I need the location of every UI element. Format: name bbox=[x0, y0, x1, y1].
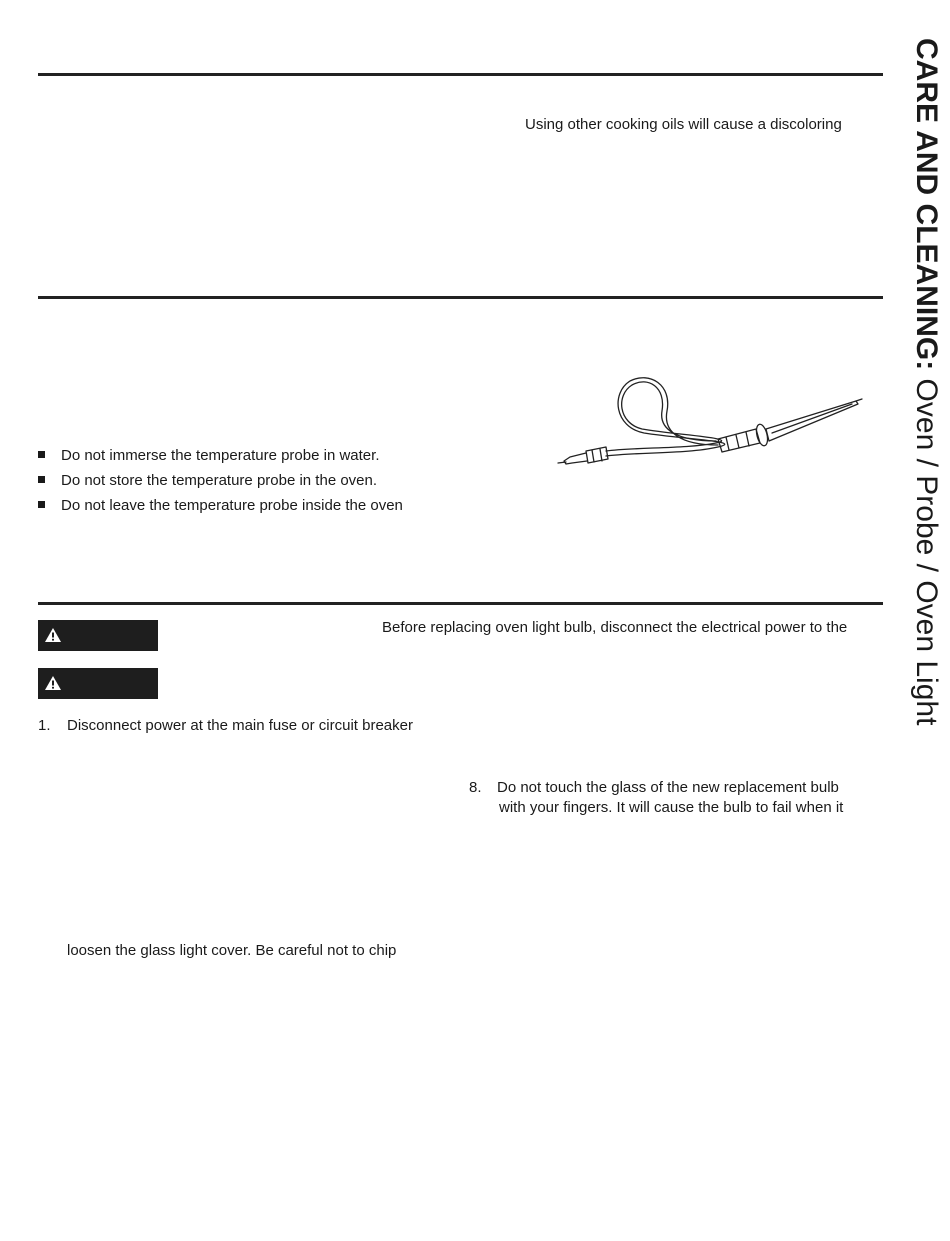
section-divider-oven bbox=[38, 73, 883, 76]
warning-icon bbox=[45, 628, 61, 642]
section-divider-probe bbox=[38, 296, 883, 299]
step-1-number: 1. bbox=[38, 717, 51, 734]
warning-badge bbox=[38, 620, 158, 651]
step-1-text: Disconnect power at the main fuse or circuit breaker bbox=[67, 717, 413, 734]
side-title-bold: CARE AND CLEANING: bbox=[910, 38, 943, 371]
side-section-title bbox=[906, 38, 950, 788]
step-8-line-2: with your fingers. It will cause the bulb to fail when it bbox=[499, 799, 844, 816]
bullet-square-icon bbox=[38, 451, 45, 458]
side-title-light: Oven / Probe / Oven Light bbox=[910, 370, 943, 726]
bullet-square-icon bbox=[38, 501, 45, 508]
step-8-number: 8. bbox=[469, 779, 482, 796]
step-8-line-1: Do not touch the glass of the new replacement bulb bbox=[497, 779, 839, 796]
probe-bullet-item: Do not immerse the temperature probe in water. bbox=[38, 446, 380, 465]
oil-note-text: Using other cooking oils will cause a discoloring bbox=[525, 116, 842, 133]
probe-bullet-item: Do not leave the temperature probe inside the oven bbox=[38, 496, 403, 515]
loosen-cover-text: loosen the glass light cover. Be careful not to chip bbox=[67, 942, 397, 959]
temperature-probe-illustration bbox=[556, 377, 866, 469]
section-divider-light bbox=[38, 602, 883, 605]
probe-bullet-item: Do not store the temperature probe in the oven. bbox=[38, 471, 377, 490]
caution-badge bbox=[38, 668, 158, 699]
bullet-square-icon bbox=[38, 476, 45, 483]
light-intro-text: Before replacing oven light bulb, disconnect the electrical power to the bbox=[382, 619, 848, 636]
warning-icon bbox=[45, 676, 61, 690]
